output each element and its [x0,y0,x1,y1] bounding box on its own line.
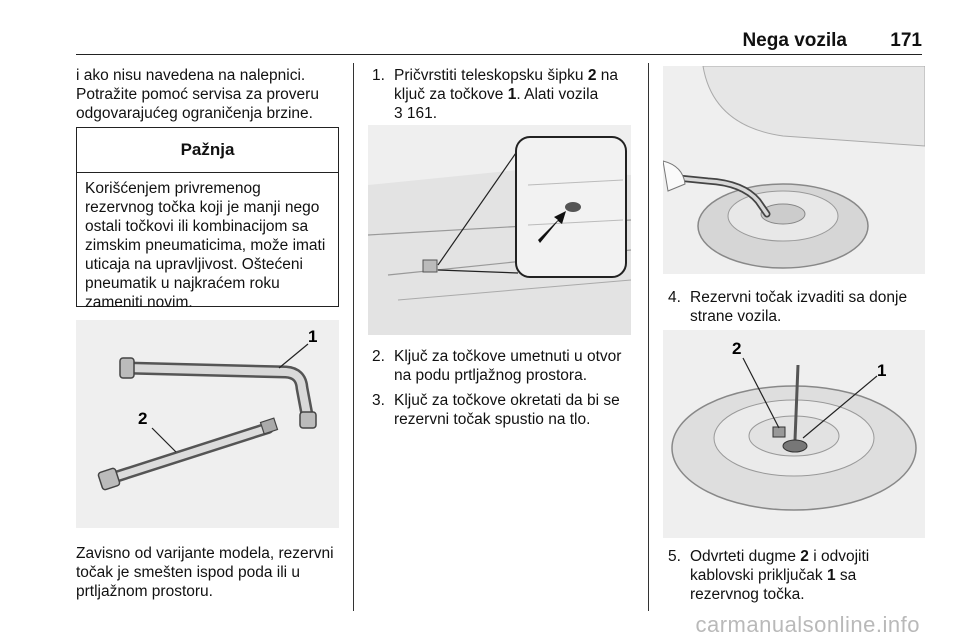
callout-2: 2 [732,339,742,358]
trunk-floor-illustration [368,125,631,335]
spare-wheel-cable-illustration [663,330,925,538]
step-1-text-c: . Alati vozila [516,86,599,103]
step-5-text-a: Odvrteti dugme [690,548,801,565]
step-5-text-b: i odvojiti kablovski priključak [690,548,870,584]
step-5-number: 5. [668,548,681,565]
step-1-number: 1. [372,67,385,84]
caption-text: Zavisno od varijante modela, rezervni točak je smešten ispod poda ili u prtljažnom prostoru. [76,545,334,600]
step-5 [668,547,926,604]
header-rule [76,54,922,55]
callout-1: 1 [877,361,887,380]
step-1-text-b: na ključ za točkove [394,67,618,103]
callout-1: 1 [308,327,318,346]
warning-title: Pažnja [77,128,338,173]
step-2 [372,347,634,385]
wheel-wrench-illustration [76,320,339,528]
step-5-text-c: sa rezervnog točka. [690,567,857,603]
step-3 [372,391,634,429]
steps-list-4 [668,547,926,610]
steps-list-2 [372,347,634,435]
step-3-number: 3. [372,392,385,409]
step-5-bold-1: 2 [800,548,809,565]
intro-text: i ako nisu navedena na nalepnici. Potražite pomoć servisa za proveru odgovarajućeg ograničenja brzine. [76,67,319,122]
step-3-text: Ključ za točkove okretati da bi se rezervni točak spustio na tlo. [394,392,620,428]
step-4 [668,288,926,326]
steps-list-3 [668,288,926,332]
step-2-text: Ključ za točkove umetnuti u otvor na podu prtljažnog prostora. [394,348,622,384]
spare-wheel-figure [663,330,925,538]
steps-list-1 [372,66,634,129]
page-header [76,28,922,52]
warning-text: Korišćenjem privremenog rezervnog točka koji je manji nego ostali točkovi ili kombinacijom sa zimskim pneumaticima, može imati uticaja na upravljivost. Oštećeni pneumatik u najkraćem roku zameniti novim. [85,180,326,311]
step-1 [372,66,634,123]
wheel-under-vehicle-figure [663,66,925,274]
page-number: 171 [890,30,922,51]
section-title: Nega vozila [742,30,847,51]
step-2-number: 2. [372,348,385,365]
spare-wheel-lowering-illustration [663,66,925,274]
tools-figure [76,320,339,528]
step-1-bold-1: 2 [587,67,597,84]
step-1-text-a: Pričvrstiti teleskopsku šipku [394,67,588,84]
step-5-bold-2: 1 [826,567,836,584]
trunk-figure [368,125,631,335]
step-1-bold-2: 1 [507,86,517,103]
step-4-number: 4. [668,289,681,306]
warning-box [76,127,339,311]
page-reference: 3 161. [394,105,438,122]
watermark: carmanualsonline.info [695,612,920,637]
column-divider-2 [648,63,649,611]
column-divider-1 [353,63,354,611]
callout-2: 2 [138,409,148,428]
step-4-text: Rezervni točak izvaditi sa donje strane vozila. [690,289,908,325]
